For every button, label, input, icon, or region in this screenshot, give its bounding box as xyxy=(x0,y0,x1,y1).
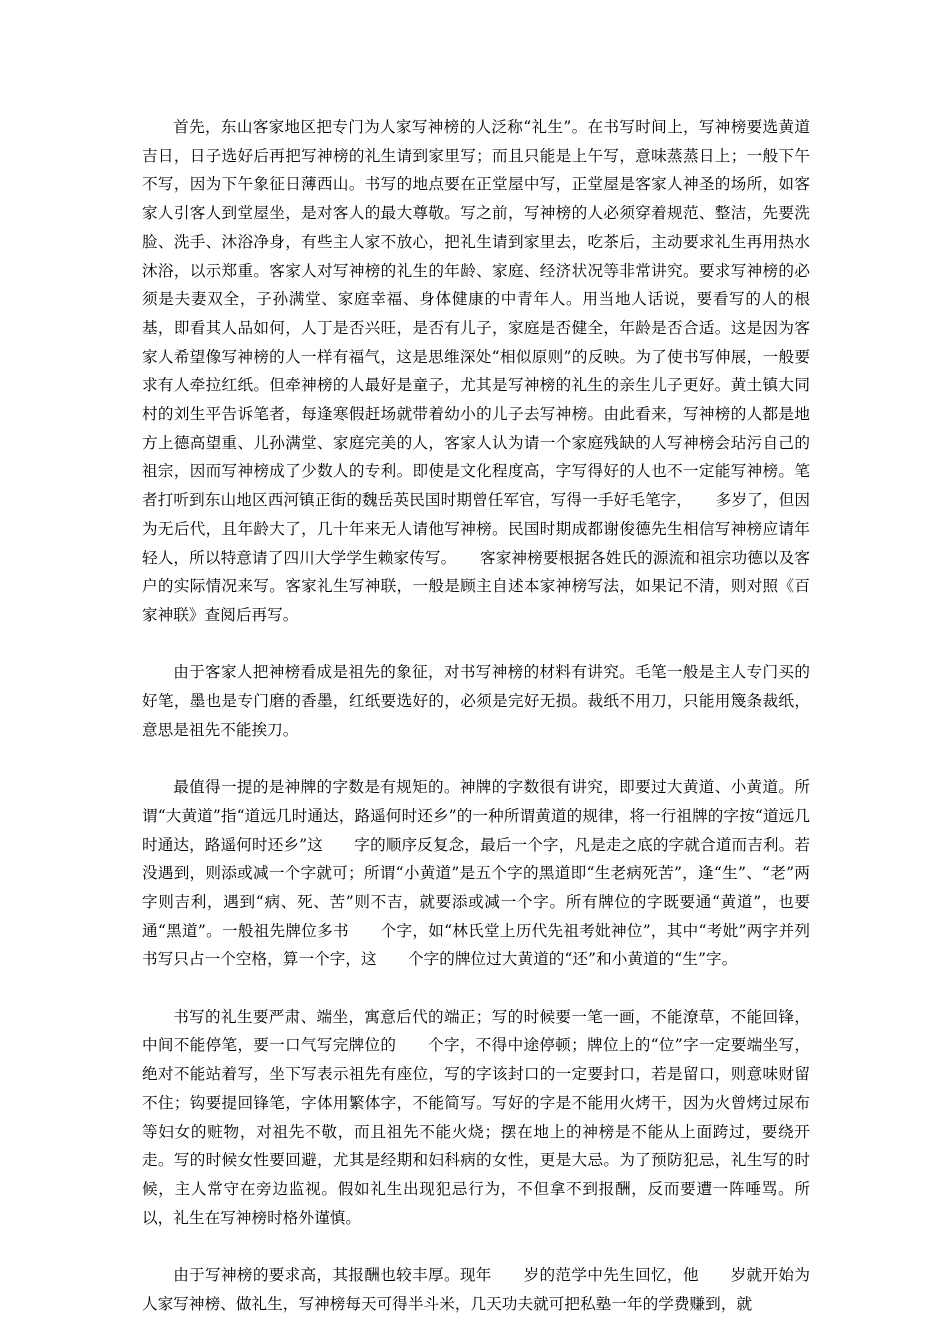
paragraph-spacer xyxy=(142,974,810,1003)
paragraph-1: 首先，东山客家地区把专门为人家写神榜的人泛称“礼生”。在书写时间上，写神榜要选黄道吉日，日子选好后再把写神榜的礼生请到家里写；而且只能是上午写，意味蒸蒸日上；一般下午不写，因为下午象征日薄西山。书写的地点要在正堂屋中写，正堂屋是客家人神圣的场所，如客家人引客人到堂屋坐，是对客人的最大尊敬。写之前，写神榜的人必须穿着规范、整洁，先要洗脸、洗手、沐浴净身，有些主人家不放心，把礼生请到家里去，吃茶后，主动要求礼生再用热水沐浴，以示郑重。客家人对写神榜的礼生的年龄、家庭、经济状况等非常讲究。要求写神榜的必须是夫妻双全，子孙满堂、家庭幸福、身体健康的中青年人。用当地人话说，要看写的人的根基，即看其人品如何，人丁是否兴旺，是否有儿子，家庭是否健全，年龄是否合适。这是因为客家人希望像写神榜的人一样有福气，这是思维深处“相似原则”的反映。为了使书写伸展，一般要求有人牵拉红纸。但牵神榜的人最好是童子，尤其是写神榜的礼生的亲生儿子更好。黄土镇大同村的刘生平告诉笔者，每逢寒假赶场就带着幼小的儿子去写神榜。由此看来，写神榜的人都是地方上德高望重、儿孙满堂、家庭完美的人，客家人认为请一个家庭残缺的人写神榜会玷污自己的祖宗，因而写神榜成了少数人的专利。即使是文化程度高，字写得好的人也不一定能写神榜。笔者打听到东山地区西河镇正街的魏岳英民国时期曾任军官，写得一手好毛笔字， 多岁了，但因为无后代，且年龄大了，几十年来无人请他写神榜。民国时期成都谢俊德先生相信写神榜应请年轻人，所以特意请了四川大学学生赖家传写。 客家神榜要根据各姓氏的源流和祖宗功德以及客户的实际情况来写。客家礼生写神联，一般是顾主自述本家神榜写法，如果记不清，则对照《百家神联》查阅后再写。 xyxy=(142,118,810,624)
paragraph-2: 由于客家人把神榜看成是祖先的象征，对书写神榜的材料有讲究。毛笔一般是主人专门买的好笔，墨也是专门磨的香墨，红纸要选好的，必须是完好无损。裁纸不用刀，只能用篾条裁纸，意思是祖先不能挨刀。 xyxy=(142,663,810,739)
paragraph-spacer xyxy=(142,630,810,659)
paragraph-spacer xyxy=(142,744,810,773)
paragraph-5: 由于写神榜的要求高，其报酬也较丰厚。现年 岁的范学中先生回忆，他 岁就开始为人家写神榜、做礼生，写神榜每天可得半斗米，几天功夫就可把私塾一年的学费赚到，就 xyxy=(142,1266,810,1313)
document-body xyxy=(142,113,810,1318)
paragraph-3: 最值得一提的是神牌的字数是有规矩的。神牌的字数很有讲究，即要过大黄道、小黄道。所谓“大黄道”指“道远几时通达，路遥何时还乡”的一种所谓黄道的规律，将一行祖牌的字按“道远几时通达，路遥何时还乡”这 字的顺序反复念，最后一个字，凡是走之底的字就合道而吉利。若没遇到，则添或减一个字就可；所谓“小黄道”是五个字的黑道即“生老病死苦”，逢“生”、“老”两字则吉利，遇到“病、死、苦”则不吉，就要添或减一个字。所有牌位的字既要通“黄道”，也要通“黑道”。一般祖先牌位多书 个字，如“林氏堂上历代先祖考妣神位”，其中“考妣”两字并列书写只占一个空格，算一个字，这 个字的牌位过大黄道的“还”和小黄道的“生”字。 xyxy=(142,778,810,969)
paragraph-spacer xyxy=(142,1232,810,1261)
paragraph-4: 书写的礼生要严肃、端坐，寓意后代的端正；写的时候要一笔一画，不能潦草，不能回锋，中间不能停笔，要一口气写完牌位的 个字，不得中途停顿；牌位上的“位”字一定要端坐写，绝对不能站着写，坐下写表示祖先有座位，写的字该封口的一定要封口，若是留口，则意味财留不住；钩要提回锋笔，字体用繁体字，不能简写。写好的字是不能用火烤干，因为火曾烤过尿布等妇女的赃物，对祖先不敬，而且祖先不能火烧；摆在地上的神榜是不能从上面跨过，要绕开走。写的时候女性要回避，尤其是经期和妇科病的女性，更是大忌。为了预防犯忌，礼生写的时候，主人常守在旁边监视。假如礼生出现犯忌行为，不但拿不到报酬，反而要遭一阵唾骂。所以，礼生在写神榜时格外谨慎。 xyxy=(142,1007,810,1227)
